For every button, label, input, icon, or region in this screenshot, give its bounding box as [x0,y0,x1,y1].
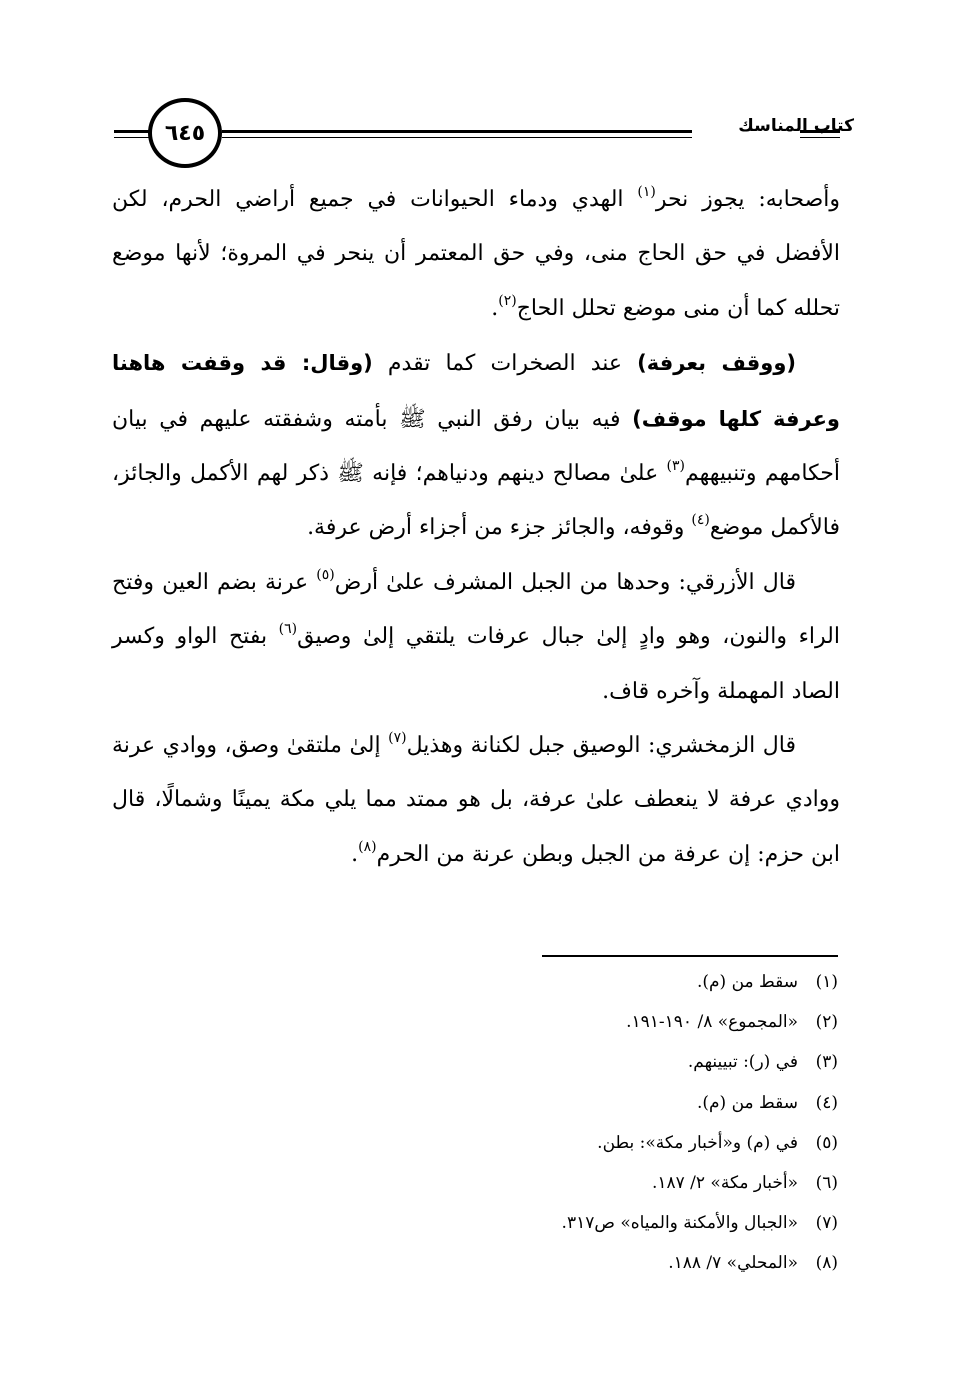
text: إلىٰ ملتقىٰ وصق، ووادي عرنة ووادي عرفة لا ينعطف علىٰ عرفة، بل هو ممتد مما يلي مكة يمينًا وشمالًا، قال ابن حزم: إن عرفة من الجبل وبطن عرنة من الحرم [112,733,840,867]
footnote-item [338,1243,838,1283]
header-rule-left-thin [114,137,152,138]
footnote-text: سقط من (م). [696,972,798,992]
page-number-badge [148,98,222,168]
main-text [112,173,840,882]
footnote-item [338,962,838,1002]
text: قال الأزرقي: وحدها من الجبل المشرف علىٰ أرض [334,569,796,595]
footnote-ref-5[interactable]: (٥) [316,567,335,584]
footnote-separator [542,955,838,957]
text: عرنة بضم العين وفتح الراء والنون، وهو وادٍ إلىٰ جبال عرفات يلتقي إلىٰ وصيق [112,569,840,650]
header-rule-left-thick [114,130,152,133]
text: . [491,295,499,321]
footnote-text: «المجموع» ٨/ ١٩٠-١٩١. [626,1012,798,1033]
paragraph-3 [112,556,840,719]
text: وأصحابه: يجوز نحر [655,187,840,212]
paragraph-1 [112,173,840,336]
header-rule-far-right-thin [800,137,840,138]
footnote-ref-6[interactable]: (٦) [278,621,298,638]
footnote-text: «أخبار مكة» ٢/ ١٨٧. [651,1173,798,1194]
footnote-item [338,1002,838,1042]
footnote-ref-2[interactable]: (٢) [498,293,517,310]
paragraph-2 [112,336,840,556]
footnote-ref-4[interactable]: (٤) [691,512,710,529]
book-title: كتاب المناسك [738,116,854,136]
footnote-item [338,1123,838,1163]
page-number: ٦٤٥ [164,120,206,146]
footnote-number: (٧) [815,1213,838,1234]
footnote-ref-3[interactable]: (٣) [666,458,685,475]
bold-quote: (وقال: قد وقفت هاهنا وعرفة كلها موقف) [112,351,840,431]
footnote-item [338,1042,838,1082]
footnote-text: سقط من (م). [696,1092,798,1113]
bold-quote: (ووقف بعرفة) [637,351,796,376]
footnote-text: في (م) و«أخبار مكة»: بطن. [597,1132,798,1153]
text: علىٰ مصالح دينهم ودنياهم؛ فإنه ﷺ ذكر لهم الأكمل والجائز، فالأكمل موضع [112,461,840,541]
footnote-text: «الجبال والأمكنة والمياه» ص٣١٧. [561,1213,798,1234]
footnote-ref-7[interactable]: (٧) [388,730,407,747]
footnote-number: (٥) [815,1132,838,1153]
text: بفتح الواو وكسر الصاد المهملة وآخره قاف. [112,624,840,704]
footnote-item [338,1203,838,1243]
header-rule-right-thin [222,137,692,138]
footnote-item [338,1083,838,1123]
text: فيه بيان رفق النبي ﷺ بأمته وشفقته عليهم في بيان أحكامهم وتنبيههم [112,406,840,487]
footnote-list [338,962,838,1284]
text: قال الزمخشري: الوصيق جبل لكنانة وهذيل [406,733,796,759]
footnote-number: (٦) [815,1173,838,1194]
footnote-ref-8[interactable]: (٨) [358,839,377,856]
text: . [351,841,359,867]
footnote-item [338,1163,838,1203]
footnote-number: (٣) [815,1052,838,1073]
footnote-number: (٢) [815,1012,838,1033]
footnote-ref-1[interactable]: (١) [637,184,656,201]
header-rule-right-thick [222,130,692,133]
footnote-number: (١) [815,972,838,992]
text: وقوفه، والجائز جزء من أجزاء أرض عرفة. [307,515,692,541]
footnote-number: (٤) [815,1092,838,1113]
footnote-text: في (ر): تبيينهم. [687,1052,798,1073]
text: الهدي ودماء الحيوانات في جميع أراضي الحرم، لكن الأفضل في حق الحاج منى، وفي حق المعتمر أن ينحر في المروة؛ لأنها موضع تحلله كما أن منى موضع تحلل الحاج [112,187,840,321]
text: عند الصخرات كما تقدم [372,351,638,377]
footnote-text: «المحلي» ٧/ ١٨٨. [668,1253,798,1274]
footnote-number: (٨) [815,1253,838,1274]
paragraph-4 [112,719,840,882]
